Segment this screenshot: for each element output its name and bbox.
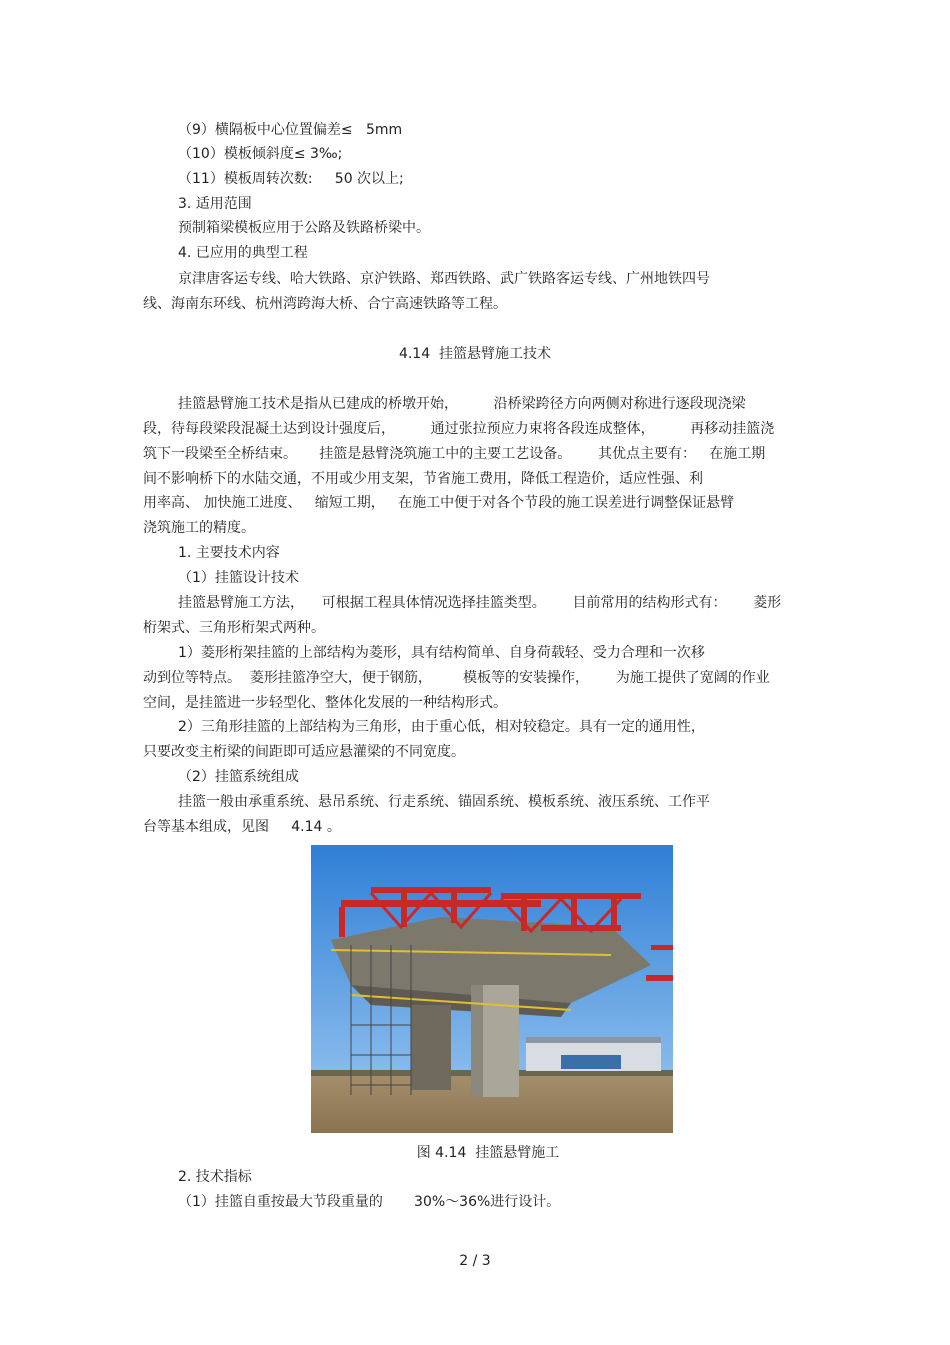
text-line: 预制箱梁模板应用于公路及铁路桥梁中。 [178, 220, 430, 236]
text-line: 2. 技术指标 [178, 1169, 252, 1185]
text-line: 京津唐客运专线、哈大铁路、京沪铁路、郑西铁路、武广铁路客运专线、广州地铁四号 [178, 271, 710, 287]
text-line: 3. 适用范围 [178, 196, 252, 212]
text-line: （11）模板周转次数: 50 次以上; [178, 171, 404, 187]
section-heading: 4.14 挂篮悬臂施工技术 [398, 346, 552, 362]
text-line: 桁架式、三角形桁架式两种。 [143, 620, 325, 636]
text-line: （2）挂篮系统组成 [178, 769, 299, 785]
text-line: 间不影响桥下的水陆交通，不用或少用支架，节省施工费用，降低工程造价，适应性强、利 [143, 471, 703, 487]
text-line: 浇筑施工的精度。 [143, 520, 255, 536]
text-line: （1）挂篮设计技术 [178, 570, 299, 586]
text-line: 台等基本组成，见图 4.14 。 [143, 819, 341, 835]
text-line: 4. 已应用的典型工程 [178, 245, 308, 261]
text-line: 挂篮悬臂施工技术是指从已建成的桥墩开始， 沿桥梁跨径方向两侧对称进行逐段现浇梁 [178, 396, 746, 412]
construction-photo [311, 845, 673, 1133]
text-line: 空间，是挂篮进一步轻型化、整体化发展的一种结构形式。 [143, 695, 507, 711]
text-line: 筑下一段梁至全桥结束。 挂篮是悬臂浇筑施工中的主要工艺设备。 其优点主要有： 在施工期 [143, 446, 766, 462]
figure-caption: 图 4.14 挂篮悬臂施工 [416, 1145, 560, 1161]
page-number: 2 / 3 [459, 1253, 491, 1269]
text-line: 1. 主要技术内容 [178, 545, 280, 561]
text-line: 只要改变主桁梁的间距即可适应悬灌梁的不同宽度。 [143, 744, 465, 760]
text-line: 2）三角形挂篮的上部结构为三角形，由于重心低，相对较稳定。具有一定的通用性， [178, 719, 705, 735]
text-line: 挂篮一般由承重系统、悬吊系统、行走系统、锚固系统、模板系统、液压系统、工作平 [178, 794, 710, 810]
text-line: 动到位等特点。 菱形挂篮净空大，便于钢筋， 模板等的安装操作， 为施工提供了宽阔的作业 [143, 670, 770, 686]
text-line: 线、海南东环线、杭州湾跨海大桥、合宁高速铁路等工程。 [143, 296, 507, 312]
text-line: （1）挂篮自重按最大节段重量的 30%～36%进行设计。 [178, 1194, 561, 1210]
text-line: （10）模板倾斜度≤ 3‰; [178, 146, 343, 162]
text-line: （9）横隔板中心位置偏差≤ 5mm [178, 122, 403, 138]
text-line: 挂篮悬臂施工方法， 可根据工程具体情况选择挂篮类型。 目前常用的结构形式有： 菱形 [178, 595, 782, 611]
text-line: 用率高、 加快施工进度、 缩短工期， 在施工中便于对各个节段的施工误差进行调整保证悬臂 [143, 495, 735, 511]
text-line: 1）菱形桁架挂篮的上部结构为菱形，具有结构简单、自身荷载轻、受力合理和一次移 [178, 645, 705, 661]
text-line: 段，待每段梁段混凝土达到设计强度后， 通过张拉预应力束将各段连成整体， 再移动挂篮浇 [143, 421, 775, 437]
